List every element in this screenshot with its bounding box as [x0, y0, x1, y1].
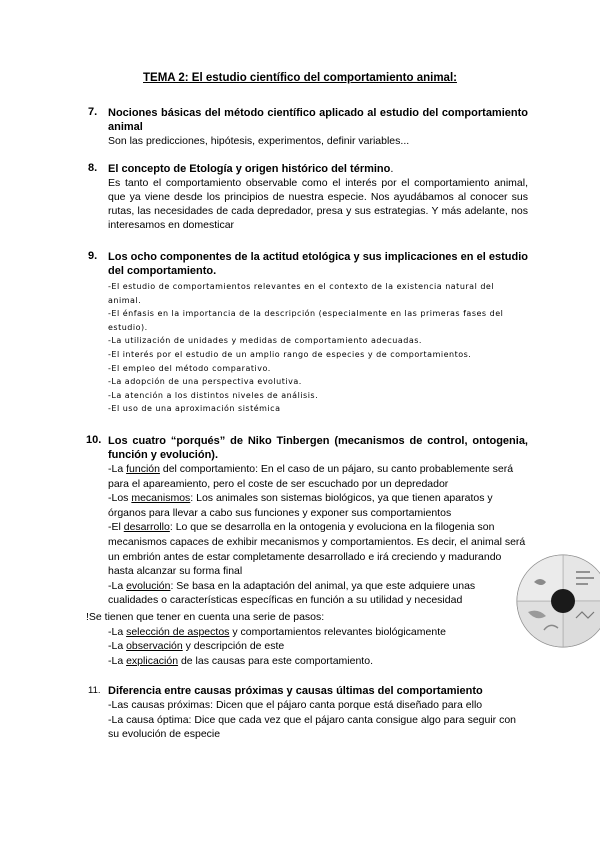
text: -La [108, 640, 127, 653]
section-9 [88, 250, 528, 416]
text: -La [108, 625, 127, 638]
section-heading: Nociones básicas del método científico aplicado al estudio del comportamiento animal [108, 107, 528, 133]
text: de las causas para este comportamiento. [178, 654, 373, 667]
line-item: -La causa óptima: Dice que cada vez que el pájaro canta consigue algo para seguir con su evolución de especie [108, 713, 517, 741]
list-item: -El interés por el estudio de un amplio rango de especies y de comportamientos. [108, 349, 472, 359]
step-item [108, 625, 528, 640]
list-item: -El énfasis en la importancia de la descripción (especialmente en las primeras fases del estudio). [108, 309, 504, 332]
section-heading: Los cuatro “porqués” de Niko Tinbergen (mecanismos de control, ontogenia, función y evolución). [108, 435, 528, 461]
paragraph-evolucion [108, 579, 488, 608]
step-term: selección de aspectos [126, 625, 230, 638]
term-mecanismos: mecanismos [131, 492, 191, 505]
text: y comportamientos relevantes biológicamente [229, 625, 446, 638]
list-item: -La adopción de una perspectiva evolutiva. [108, 377, 302, 387]
text: -La [108, 654, 127, 667]
text: -La [108, 463, 127, 475]
term-desarrollo: desarrollo [123, 521, 170, 534]
text: -Los [108, 492, 132, 505]
heading-text: El concepto de Etología y origen histórico del término [108, 163, 391, 175]
section-10 [86, 434, 528, 608]
section-number: 11. [88, 685, 101, 696]
text: -La [108, 579, 127, 592]
section-7 [88, 106, 528, 148]
text: : Lo que se desarrolla en la ontogenia y evoluciona en la filogenia son mecanismos capaces de exhibir mecanismos y comportamientos. Es decir, el animal será un embrión antes de estar completamente desarrollado e irá creciendo y madurando hasta alcanzar su forma final [108, 521, 526, 578]
text: del comportamiento: En el caso de un pájaro, su canto probablemente será para el apareamiento, pero el coste de ser escuchado por un depredador [108, 463, 514, 490]
list-item: -La utilización de unidades y medidas de comportamiento adecuadas. [108, 336, 422, 346]
term-funcion: función [126, 463, 160, 475]
section-heading: Diferencia entre causas próximas y causas últimas del comportamiento [108, 685, 483, 697]
heading-period: . [390, 163, 394, 175]
step-term: explicación [126, 654, 179, 667]
section-8 [88, 162, 528, 232]
text: -El [108, 521, 124, 534]
paragraph-mecanismos [108, 491, 528, 520]
section-number: 8. [88, 162, 98, 174]
section-heading [108, 162, 528, 176]
tinbergen-four-questions-diagram-icon [514, 552, 600, 650]
step-item [108, 639, 528, 654]
section-number: 9. [88, 250, 98, 262]
steps-block [88, 610, 528, 668]
section-body: Son las predicciones, hipótesis, experimentos, definir variables... [108, 135, 410, 147]
text: : Se basa en la adaptación del animal, ya que este adquiere unas cualidades o características específicas en función a su utilidad y necesidad [108, 579, 476, 607]
section-heading: Los ocho componentes de la actitud etológica y sus implicaciones en el estudio del comportamiento. [108, 251, 528, 277]
step-term: observación [126, 640, 183, 653]
list-item: -La atención a los distintos niveles de análisis. [108, 390, 319, 400]
list-item: -El empleo del método comparativo. [108, 363, 271, 373]
paragraph-desarrollo [108, 520, 528, 578]
step-item [108, 654, 528, 669]
section-body: Es tanto el comportamiento observable como el interés por el comportamiento animal, que ya viene desde los principios de nuestra especie. Nos ayudábamos al conocer sus rutas, las necesidades de cada depredador, presa y sus estrategias. Y más adelante, nos interesamos en domesticar [108, 177, 528, 231]
line-item: -Las causas próximas: Dicen que el pájaro canta porque está diseñado para ello [108, 699, 483, 711]
section-11 [88, 684, 528, 742]
list-item: -El estudio de comportamientos relevantes en el contexto de la existencia natural del animal. [108, 282, 495, 305]
term-evolucion: evolución [126, 579, 171, 592]
steps-note: !Se tienen que tener en cuenta una serie de pasos: [86, 611, 325, 623]
text: y descripción de este [182, 640, 285, 653]
page-title: TEMA 2: El estudio científico del comportamiento animal: [143, 72, 457, 84]
text: : Los animales son sistemas biológicos, ya que tienen aparatos y órganos para llevar a cabo sus funciones y exponer sus comportamientos [108, 492, 493, 519]
paragraph-funcion [108, 462, 528, 491]
section-number: 10. [86, 434, 102, 446]
list-item: -El uso de una aproximación sistémica [108, 404, 281, 414]
section-number: 7. [88, 106, 98, 118]
